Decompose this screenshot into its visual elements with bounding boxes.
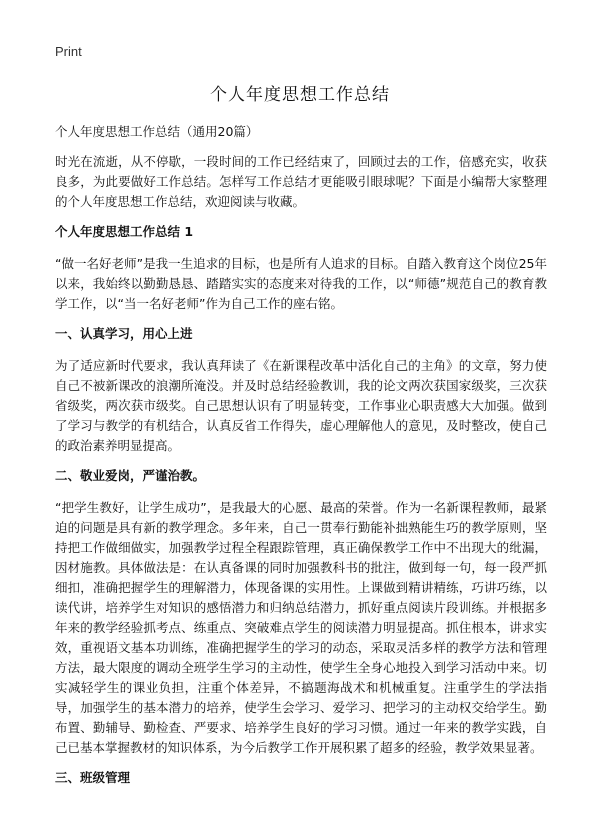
subheading-class-management: 三、班级管理 xyxy=(55,770,131,785)
print-label[interactable]: Print xyxy=(55,44,82,59)
document-subtitle: 个人年度思想工作总结（通用20篇） xyxy=(55,124,259,139)
subheading-study: 一、认真学习，用心上进 xyxy=(55,326,193,341)
intro-paragraph: 时光在流逝，从不停歇，一段时间的工作已经结束了，回顾过去的工作，倍感充实，收获良多，为此要做好工作总结。怎样写工作总结才更能吸引眼球呢？下面是小编帮大家整理的个人年度思想工作总结，欢迎阅读与收藏。 xyxy=(55,154,547,209)
section-heading-1: 个人年度思想工作总结 1 xyxy=(55,224,194,239)
dedication-paragraph: “把学生教好，让学生成功”，是我最大的心愿、最高的荣誉。作为一名新课程教师，最紧迫的问题是具有新的教学理念。多年来，自己一贯奉行勤能补拙熟能生巧的教学原则，坚持把工作做细做实，加强教学过程全程跟踪管理，真正确保教学工作中不出现大的纰漏，因材施教。具体做法是：在认真备课的同时加强教科书的批注，做到每一句，每一段严抓细扣，准确把握学生的理解潜力，体现备课的实用性。上课做到精讲精练，巧讲巧练，以读代讲，培养学生对知识的感悟潜力和归纳总结潜力，抓好重点阅读片段训练。并根据多年来的教学经验抓考点、练重点、突破难点学生的阅读潜力明显提高。抓住根本，讲求实效，重视语文基本功训练，准确把握学生的学习的动态，采取灵活多样的教学方法和管理方法，最大限度的调动全班学生学习的主动性，使学生全身心地投入到学习活动中来。切实减轻学生的课业负担，注重个体差异，不搞题海战术和机械重复。注重学生的学法指导，加强学生的基本潜力的培养，使学生会学习、爱学习、把学习的主动权交给学生。勤布置、勤辅导、勤检查、严要求、培养学生良好的学习习惯。通过一年来的教学实践，自己已基本掌握教材的知识体系，为今后教学工作开展积累了超多的经验，教学效果显著。 xyxy=(55,500,547,755)
document-body xyxy=(55,122,547,800)
subheading-dedication: 二、敬业爱岗，严谨治教。 xyxy=(55,468,206,483)
study-paragraph: 为了适应新时代要求，我认真拜读了《在新课程改革中活化自己的主角》的文章，努力使自己不被新课改的浪潮所淹没。并及时总结经验教训，我的论文两次获国家级奖，三次获省级奖，两次获市级奖。自己思想认识有了明显转变，工作事业心职责感大大加强。做到了学习与教学的有机结合，认真反省工作得失，虚心理解他人的意见，及时整改，使自己的政治素养明显提高。 xyxy=(55,358,547,453)
section-1-paragraph: “做一名好老师”是我一生追求的目标，也是所有人追求的目标。自踏入教育这个岗位25年以来，我始终以勤勤恳恳、踏踏实实的态度来对待我的工作，以“师德”规范自己的教育教学工作，以“当一名好老师”作为自己工作的座右铭。 xyxy=(55,256,547,311)
document-title: 个人年度思想工作总结 xyxy=(210,85,390,105)
